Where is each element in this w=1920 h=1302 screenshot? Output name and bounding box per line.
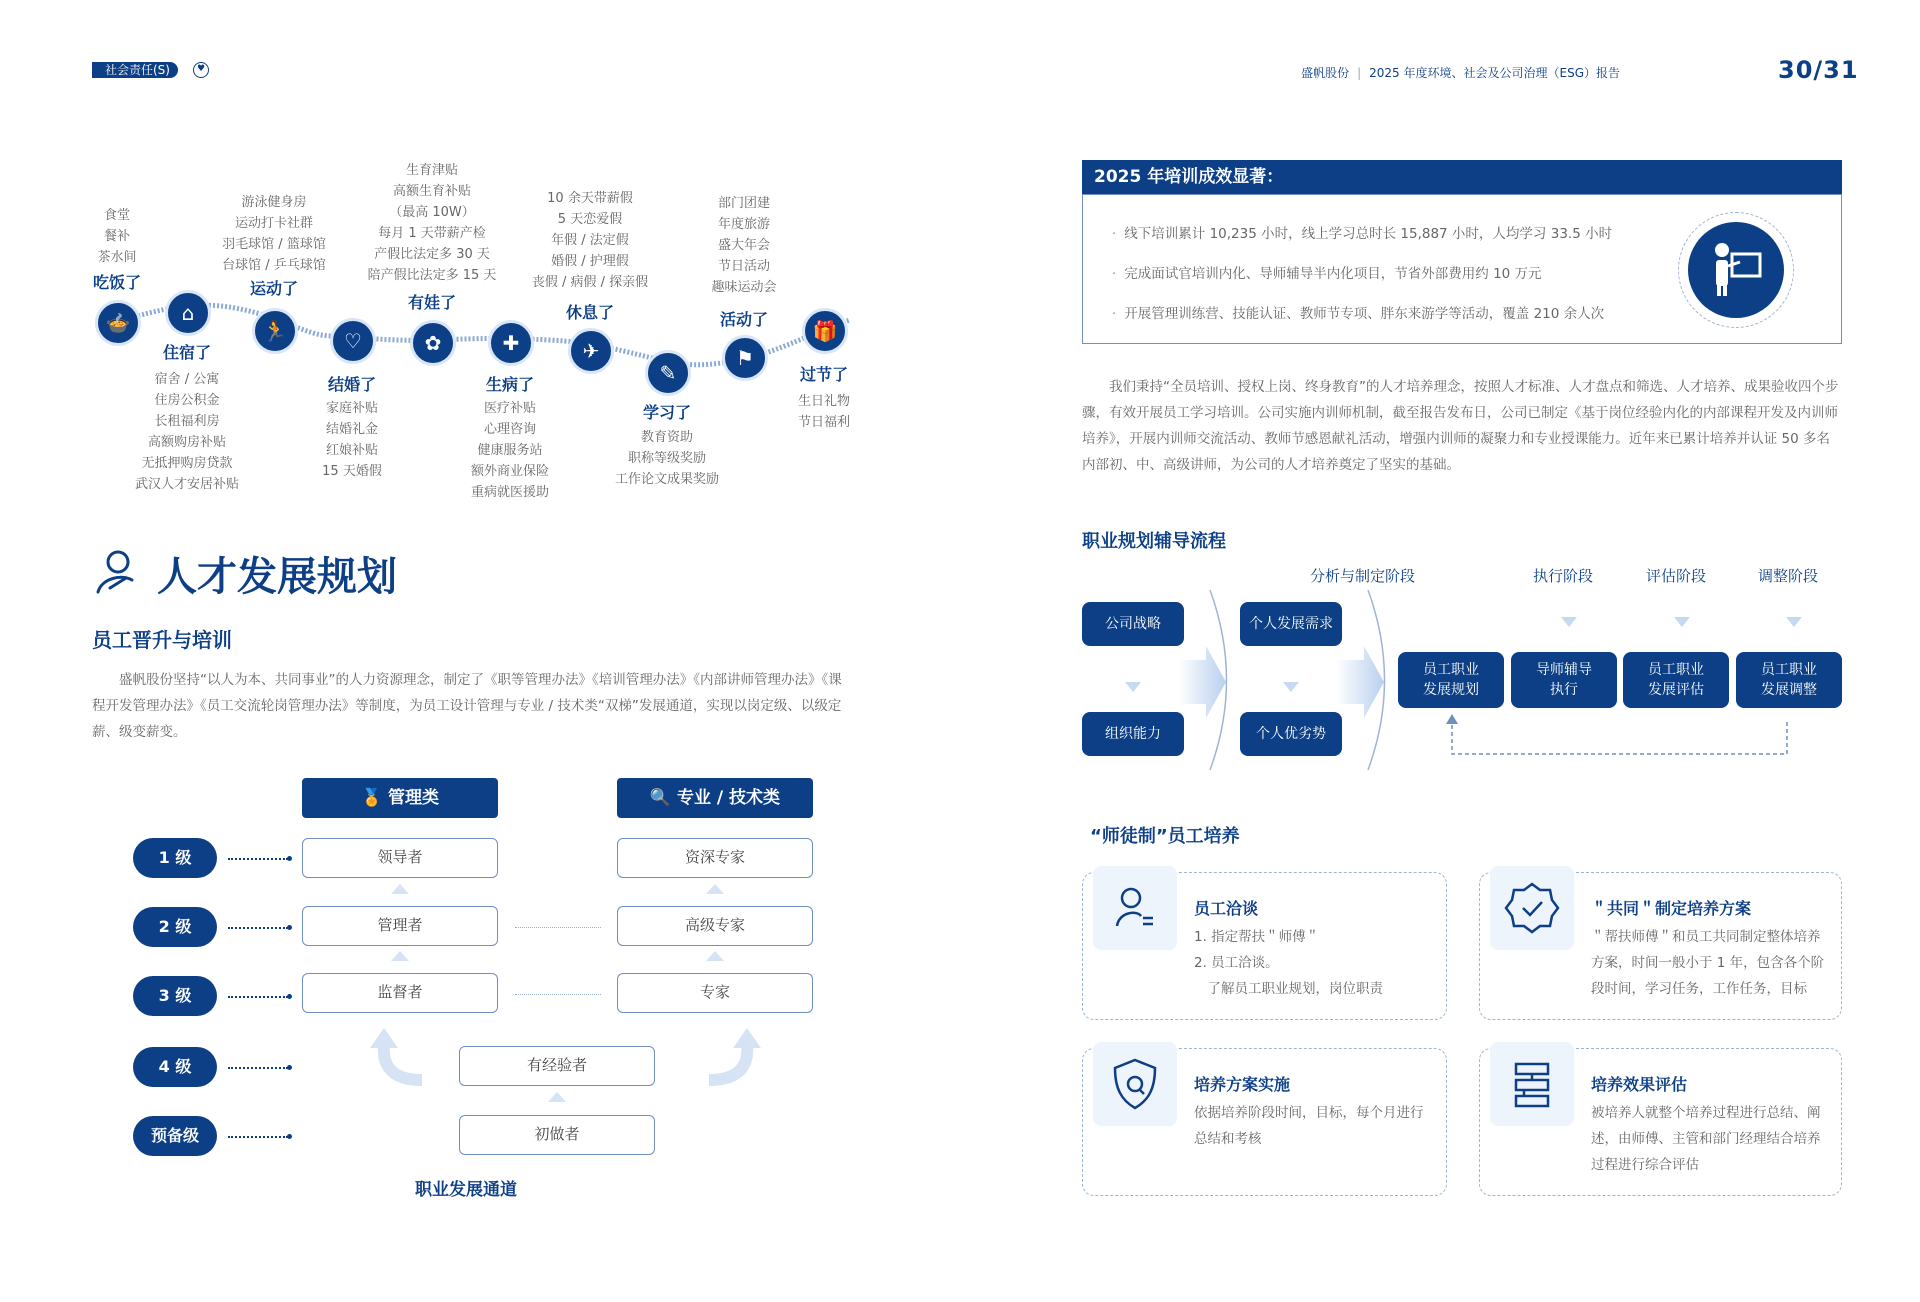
stage-arrow — [1674, 617, 1690, 627]
welfare-items — [322, 398, 382, 482]
step-evaluate: 员工职业 发展评估 — [1623, 652, 1729, 708]
welfare-label: 结婚了 — [327, 375, 377, 394]
welfare-item: 无抵押购房贷款 — [141, 456, 233, 471]
welfare-item: 每月 1 天带薪产检 — [378, 226, 486, 241]
step-adjust: 员工职业 发展调整 — [1736, 652, 1842, 708]
welfare-item: 年度旅游 — [717, 217, 771, 232]
welfare-item: 健康服务站 — [477, 443, 543, 458]
flow-arrow — [1125, 682, 1141, 692]
study-icon: ✎ — [645, 350, 691, 396]
card-text: 依据培养阶段时间，目标，每个月进行总结和考核 — [1194, 1105, 1424, 1147]
level-connector — [228, 927, 288, 929]
step-mentor: 导师辅导 执行 — [1511, 652, 1617, 708]
welfare-item: 台球馆 / 乒乓球馆 — [222, 258, 326, 273]
hearts-icon: ♡ — [330, 318, 376, 364]
stage-arrow — [1786, 617, 1802, 627]
stage-evaluate: 评估阶段 — [1646, 567, 1707, 585]
welfare-label: 住宿了 — [162, 343, 212, 362]
shield-icon — [1093, 1042, 1177, 1126]
welfare-item: 高额购房补贴 — [147, 435, 227, 450]
evaluate-icon — [1490, 1042, 1574, 1126]
experienced: 有经验者 — [459, 1046, 655, 1086]
welfare-label: 学习了 — [642, 403, 692, 422]
welfare-item: 住房公积金 — [154, 393, 220, 408]
training-bullet: · 线下培训累计 10,235 小时，线上学习总时长 15,887 小时，人均学习 33.5 小时 — [1112, 222, 1612, 242]
tech-high-expert: 高级专家 — [617, 906, 813, 946]
welfare-items — [711, 193, 776, 298]
welfare-item: 运动打卡社群 — [234, 216, 313, 231]
welfare-label: 过节了 — [799, 365, 849, 384]
welfare-item: 生日礼物 — [797, 394, 851, 409]
gift-icon: 🎁 — [802, 308, 848, 354]
chevron-arrow-icon — [1170, 590, 1230, 770]
career-flow-title: 职业规划辅导流程 — [1082, 531, 1226, 552]
mgmt-leader: 领导者 — [302, 838, 498, 878]
welfare-label: 休息了 — [565, 303, 615, 322]
card-title: 培养效果评估 — [1591, 1075, 1688, 1094]
card-title: ＂共同＂制定培养方案 — [1591, 899, 1752, 918]
curve-arrow-right-icon — [695, 1028, 775, 1088]
level-connector — [228, 858, 288, 860]
welfare-item: 10 余天带薪假 — [547, 191, 633, 206]
section-tag: 社会责任(S) — [92, 62, 178, 78]
welfare-item: 游泳健身房 — [241, 195, 307, 210]
welfare-label: 有娃了 — [407, 293, 457, 312]
welfare-item: 节日福利 — [797, 415, 851, 430]
level-badge: 1 级 — [133, 838, 217, 878]
company-name: 盛帆股份 — [1301, 66, 1350, 80]
up-arrow — [391, 951, 409, 961]
hospital-icon: ✚ — [488, 320, 534, 366]
feedback-loop-arrow — [1440, 712, 1800, 764]
welfare-items — [615, 427, 719, 490]
card-text: 被培养人就整个培养过程进行总结、阐述，由师傅、主管和部门经理结合培养过程进行综合评估 — [1591, 1105, 1821, 1173]
level-badge: 预备级 — [133, 1116, 217, 1156]
heart-icon: ♥ — [193, 62, 209, 78]
welfare-item: 15 天婚假 — [322, 464, 382, 479]
welfare-items — [798, 391, 850, 433]
welfare-items — [532, 188, 648, 293]
welfare-item: 丧假 / 病假 / 探亲假 — [531, 275, 649, 290]
level-connector — [228, 996, 288, 998]
welfare-item: 部门团建 — [717, 196, 771, 211]
welfare-item: 盛大年会 — [717, 238, 771, 253]
ladder-caption: 职业发展通道 — [415, 1180, 517, 1200]
welfare-item: 工作论文成果奖励 — [614, 472, 720, 487]
medal-icon: 🏅 — [360, 788, 389, 808]
swap-arrow — [515, 994, 601, 995]
card-title: 培养方案实施 — [1194, 1075, 1291, 1094]
section-subtitle: 员工晋升与培训 — [92, 628, 232, 652]
curve-arrow-left-icon — [360, 1028, 440, 1088]
stage-analysis: 分析与制定阶段 — [1310, 567, 1416, 585]
stage-adjust: 调整阶段 — [1758, 567, 1819, 585]
training-paragraph: 我们秉持“全员培训、授权上岗、终身教育”的人才培养理念，按照人才标准、人才盘点和筛选、人才培养、成果验收四个步骤，有效开展员工学习培训。公司实施内训师机制，截至报告发布日，公司已制定《基于岗位经验内化的内部课程开发及内训师培养》，开展内训师交流活动、教师节感恩献礼活动，增强内训师的凝聚力和专业授课能力。近年来已累计培养并认证 50 多名内部初、中、高级讲师，为公司的人才培养奠定了坚实的基础。 — [1082, 379, 1839, 473]
training-bullet: · 完成面试官培训内化、导师辅导半内化项目，节省外部费用约 10 万元 — [1112, 262, 1542, 282]
stroller-icon: ✿ — [410, 320, 456, 366]
flow-arrow — [1283, 682, 1299, 692]
welfare-item: 高额生育补贴 — [392, 184, 471, 199]
up-arrow — [706, 951, 724, 961]
level-connector — [228, 1136, 288, 1138]
level-badge: 2 级 — [133, 907, 217, 947]
step-plan: 员工职业 发展规划 — [1398, 652, 1504, 708]
welfare-items — [135, 369, 239, 495]
welfare-item: 医疗补贴 — [483, 401, 537, 416]
up-arrow — [391, 884, 409, 894]
stage-arrow — [1561, 617, 1577, 627]
welfare-item: 羽毛球馆 / 篮球馆 — [222, 237, 326, 252]
card-title: 员工洽谈 — [1194, 899, 1259, 918]
up-arrow — [548, 1092, 566, 1102]
input-capability: 组织能力 — [1082, 712, 1184, 756]
welfare-item: 心理咨询 — [483, 422, 537, 437]
house-icon: ⌂ — [165, 290, 211, 336]
analysis-needs: 个人发展需求 — [1240, 602, 1342, 646]
welfare-item: 食堂 — [103, 208, 131, 223]
welfare-item: 家庭补贴 — [325, 401, 378, 416]
level-connector — [228, 1067, 288, 1069]
welfare-label: 生病了 — [485, 375, 535, 394]
teacher-icon — [1688, 222, 1784, 318]
welfare-item: 额外商业保险 — [470, 464, 550, 479]
welfare-item: 结婚礼金 — [325, 422, 378, 437]
mentorship-title: “师徒制”员工培养 — [1090, 826, 1240, 847]
welfare-item: 红娘补贴 — [325, 443, 378, 458]
welfare-item: 茶水间 — [97, 250, 137, 265]
training-banner: 2025 年培训成效显著： — [1082, 160, 1842, 194]
plane-icon: ✈ — [568, 328, 614, 374]
bowl-icon: 🍲 — [95, 300, 141, 346]
welfare-item: 餐补 — [103, 229, 131, 244]
tech-expert: 专家 — [617, 973, 813, 1013]
welfare-item: 教育资助 — [640, 430, 694, 445]
beginner: 初做者 — [459, 1115, 655, 1155]
talent-paragraph: 盛帆股份坚持“以人为本、共同事业”的人力资源理念，制定了《职等管理办法》《培训管理办法》《内部讲师管理办法》《课程开发管理办法》《员工交流轮岗管理办法》等制度，为员工设计管理与专业 / 技术类“双梯”发展通道，实现以岗定级、以级定薪、级变薪变。 — [92, 672, 842, 740]
management-category: 🏅 管理类 — [302, 778, 498, 818]
card-text: 1. 指定帮扶＂师傅＂ 2. 员工洽谈。 了解员工职业规划，岗位职责 — [1194, 929, 1383, 997]
welfare-item: 武汉人才安居补贴 — [134, 477, 240, 492]
welfare-item: 陪产假比法定多 15 天 — [367, 268, 497, 283]
welfare-item: 重病就医援助 — [470, 485, 550, 500]
report-header: 盛帆股份 | 2025 年度环境、社会及公司治理（ESG）报告 — [1301, 66, 1620, 80]
level-badge: 3 级 — [133, 976, 217, 1016]
welfare-item: 趣味运动会 — [711, 280, 777, 295]
page-number: 30/31 — [1778, 56, 1859, 84]
person-icon — [1093, 866, 1177, 950]
card-text: ＂帮扶师傅＂和员工共同制定整体培养方案，时间一般小于 1 年，包含各个阶段时间，学习任务，工作任务，目标 — [1591, 929, 1825, 997]
up-arrow — [706, 884, 724, 894]
team-icon: ⚑ — [722, 335, 768, 381]
welfare-label: 运动了 — [249, 279, 299, 298]
welfare-item: 产假比法定多 30 天 — [374, 247, 490, 262]
magnifier-icon: 🔍 — [649, 788, 678, 808]
welfare-label: 活动了 — [719, 310, 769, 329]
report-title: 2025 年度环境、社会及公司治理（ESG）报告 — [1369, 66, 1620, 80]
welfare-item: 年假 / 法定假 — [551, 233, 629, 248]
tech-senior-expert: 资深专家 — [617, 838, 813, 878]
chevron-arrow-icon — [1328, 590, 1392, 770]
welfare-item: 生育津贴 — [405, 163, 458, 178]
welfare-item: 节日活动 — [717, 259, 771, 274]
welfare-items — [97, 205, 136, 268]
level-badge: 4 级 — [133, 1047, 217, 1087]
mgmt-supervisor: 监督者 — [302, 973, 498, 1013]
welfare-items — [368, 160, 497, 286]
welfare-item: 宿舍 / 公寓 — [154, 372, 220, 387]
badge-check-icon — [1490, 866, 1574, 950]
talent-icon — [92, 548, 142, 598]
input-strategy: 公司战略 — [1082, 602, 1184, 646]
swap-arrow — [515, 927, 601, 928]
runner-icon: 🏃 — [252, 308, 298, 354]
welfare-item: （最高 10W） — [389, 205, 475, 220]
training-bullet: · 开展管理训练营、技能认证、教师节专项、胖东来游学等活动，覆盖 210 余人次 — [1112, 302, 1604, 322]
welfare-items — [471, 398, 549, 503]
technical-category: 🔍 专业 / 技术类 — [617, 778, 813, 818]
stage-execute: 执行阶段 — [1533, 567, 1594, 585]
page-title: 人才发展规划 — [157, 554, 397, 600]
welfare-items — [222, 192, 326, 276]
welfare-label: 吃饭了 — [92, 273, 142, 292]
welfare-item: 长租福利房 — [154, 414, 220, 429]
analysis-swot: 个人优劣势 — [1240, 712, 1342, 756]
mgmt-manager: 管理者 — [302, 906, 498, 946]
welfare-item: 婚假 / 护理假 — [551, 254, 629, 269]
welfare-item: 职称等级奖励 — [627, 451, 707, 466]
welfare-item: 5 天恋爱假 — [557, 212, 623, 227]
